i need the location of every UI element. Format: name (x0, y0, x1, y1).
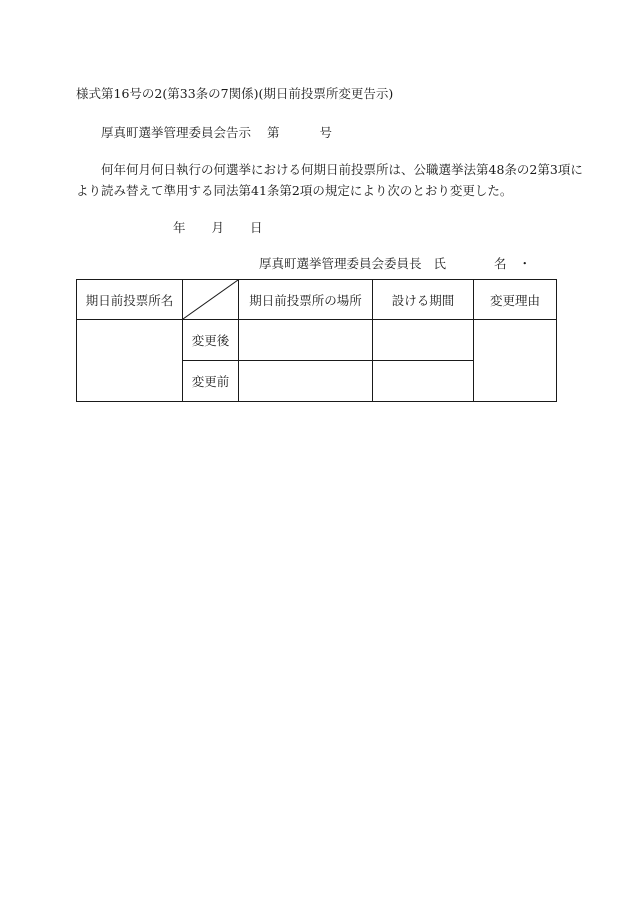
body-text-line-2: より読み替えて準用する同法第41条第2項の規定により次のとおり変更した。 (76, 183, 513, 198)
date-day: 日 (250, 220, 263, 235)
notice-title-go: 号 (319, 125, 333, 140)
signature-org: 厚真町選挙管理委員会委員長 (259, 256, 422, 271)
cell-place-before[interactable] (239, 361, 373, 402)
cell-place-after[interactable] (239, 320, 373, 361)
body-text-line-1: 何年何月何日執行の何選挙における何期日前投票所は、公職選挙法第48条の2第3項に (101, 162, 583, 177)
signature-mei: 名 (494, 256, 507, 271)
notice-title (101, 123, 332, 141)
cell-period-before[interactable] (373, 361, 474, 402)
row-label-before: 変更前 (183, 361, 239, 402)
header-reason: 変更理由 (474, 280, 557, 320)
notice-title-dai: 第 (267, 125, 280, 140)
form-header: 様式第16号の2(第33条の7関係)(期日前投票所変更告示) (76, 86, 394, 101)
change-table (76, 279, 557, 402)
header-name: 期日前投票所名 (77, 280, 183, 320)
date-year: 年 (173, 220, 186, 235)
signature-mark: ・ (518, 256, 532, 271)
cell-name-value[interactable] (77, 320, 183, 402)
signature-line (259, 254, 531, 272)
table-header-row (77, 280, 557, 320)
diagonal-cell (183, 280, 239, 320)
diagonal-line (183, 280, 238, 319)
date-line (173, 218, 263, 236)
table-row-after (77, 320, 557, 361)
cell-reason-value[interactable] (474, 320, 557, 402)
row-label-after: 変更後 (183, 320, 239, 361)
cell-period-after[interactable] (373, 320, 474, 361)
notice-title-prefix: 厚真町選挙管理委員会告示 (101, 125, 252, 140)
signature-shi: 氏 (433, 256, 447, 271)
header-place: 期日前投票所の場所 (239, 280, 373, 320)
date-month: 月 (211, 220, 225, 235)
header-period: 設ける期間 (373, 280, 474, 320)
